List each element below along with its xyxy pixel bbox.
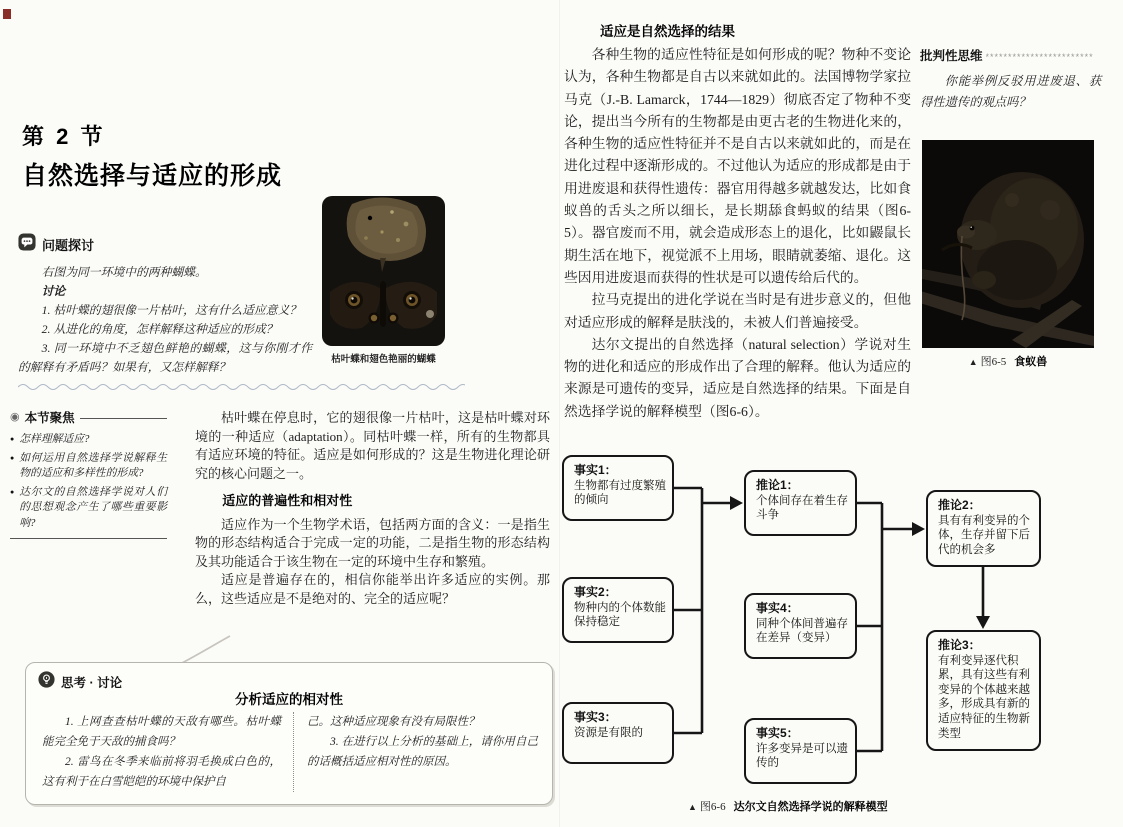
caption-triangle-icon: ▲ (688, 802, 697, 812)
speech-bubble-icon (18, 233, 36, 256)
critical-thinking-note (920, 46, 1101, 112)
caption-triangle-icon: ▲ (968, 357, 978, 367)
focus-item: ● 如何运用自然选择学说解释生物的适应和多样性的形成? (10, 451, 167, 482)
think-column-left (42, 712, 293, 792)
flow-node-inference3: 推论3： 有利变异逐代积累，具有这些有利变异的个体越来越多，形成具有新的适应特征的生物新类型 (926, 630, 1041, 751)
right-main-text (564, 44, 911, 423)
flow-node-fact2: 事实2： 物种内的个体数能保持稳定 (562, 577, 674, 643)
discussion-question: 1. 枯叶蝶的翅很像一片枯叶，这有什么适应意义？ (41, 303, 302, 317)
figure5-caption (922, 353, 1094, 369)
critical-thinking-text: 你能举例反驳用进废退、获得性遗传的观点吗？ (920, 74, 1101, 109)
figure6-name: 达尔文自然选择学说的解释模型 (733, 801, 888, 813)
flow-node-fact5: 事实5： 许多变异是可以遗传的 (744, 718, 857, 784)
body-paragraph: 各种生物的适应性特征是如何形成的呢？物种不变论认为，各种生物都是自古以来就如此的。法国博物学家拉马克（J.-B. Lamarck，1744—1829）彻底否定了物种不变论，提出当今所有的生物都是由更古老的生物进化来的，各种生物的适应性特征并不是自古以来就如此的，而是在进化过程中逐渐形成的。不过他认为适应的形成都是由于用进废退和获得性遗传：器官用得越多就越发达，比如食蚁兽的舌头之所以细长，是长期舔食蚂蚁的结果（图6-5）。器官废而不用，就会造成形态上的退化，比如鼹鼠长期生活在地下，视觉派不上用场，眼睛就萎缩、退化。这些因用进废退而获得的性状是可以遗传给后代的。 (564, 47, 911, 285)
think-discuss-box (25, 662, 553, 805)
discussion-label: 讨论 (41, 284, 66, 298)
flow-node-fact1: 事实1： 生物都有过度繁殖的倾向 (562, 455, 674, 521)
chapter-edge-tab (3, 9, 11, 19)
anteater-photo (922, 140, 1094, 348)
bullet-icon: ● (10, 435, 15, 443)
focus-bottom-rule (10, 538, 167, 539)
critical-thinking-title: 批判性思维 (920, 49, 983, 63)
think-item: 己。这种适应现象有没有局限性？ (306, 716, 480, 728)
subheading: 适应是自然选择的结果 (600, 24, 735, 39)
figure6-label: 图6-6 (699, 801, 726, 813)
problem-intro: 右图为同一环境中的两种蝴蝶。 (41, 265, 207, 279)
focus-header-rule (80, 418, 167, 419)
body-paragraph: 拉马克提出的进化学说在当时是有进步意义的，但他对适应形成的解释是肤浅的，未被人们普遍接受。 (564, 292, 911, 330)
think-item: 3. 在进行以上分析的基础上，请你用自己的话概括适应相对性的原因。 (306, 736, 538, 768)
right-page (560, 0, 1123, 827)
bullet-icon: ● (10, 487, 15, 496)
body-paragraph: 枯叶蝶在停息时，它的翅很像一片枯叶，这是枯叶蝶对环境的一种适应（adaptation）。同枯叶蝶一样，所有的生物都具有适应环境的特征。适应是如何形成的？这是生物进化理论研究的核心问题之一。 (195, 410, 550, 481)
flow-node-fact4: 事实4： 同种个体间普遍存在差异（变异） (744, 593, 857, 659)
think-item: 1. 上网查查枯叶蝶的天敌有哪些。枯叶蝶能完全免于天敌的捕食吗？ (42, 716, 281, 748)
body-paragraph: 达尔文提出的自然选择（natural selection）学说对生物的进化和适应的形成作出了合理的解释。他认为适应的来源是可遗传的变异，适应是自然选择的结果。下面是自然选择学说的解释模型（图6-6）。 (564, 336, 911, 419)
figure5-name: 食蚁兽 (1014, 356, 1048, 368)
think-box-label: 思考 · 讨论 (61, 676, 123, 690)
butterfly-photo-caption: 枯叶蝶和翅色艳丽的蝴蝶 (331, 354, 436, 365)
problem-box-title: 问题探讨 (42, 238, 95, 253)
body-paragraph: 适应是普遍存在的，相信你能举出许多适应的实例。那么，这些适应是不是绝对的、完全的适应呢？ (195, 572, 550, 606)
focus-box-title: 本节聚焦 (24, 411, 75, 425)
section-focus-box (10, 408, 167, 539)
body-paragraph: 适应作为一个生物学术语，包括两方面的含义：一是指生物的形态结构适合于完成一定的功能，二是指生物的形态结构及其功能适合于该生物在一定的环境中生存和繁殖。 (195, 516, 550, 569)
flow-node-inference2: 推论2： 具有有利变异的个体，生存并留下后代的机会多 (926, 490, 1041, 567)
section-name: 自然选择与适应的形成 (22, 162, 283, 190)
focus-ring-icon: ◉ (10, 410, 20, 423)
wavy-divider (18, 381, 465, 391)
focus-item: ● 怎样理解适应? (10, 432, 167, 448)
section-title (22, 120, 282, 192)
think-column-right (293, 712, 538, 792)
figure6-caption (688, 798, 888, 814)
subheading: 适应的普遍性和相对性 (222, 493, 353, 508)
section-number: 第 2 节 (22, 124, 106, 149)
think-item: 2. 雷鸟在冬季来临前将羽毛换成白色的，这有利于在白雪皑皑的环境中保护自 (42, 756, 281, 788)
discussion-question: 2. 从进化的角度，怎样解释这种适应的形成？ (41, 322, 278, 336)
figure5-label: 图6-5 (980, 356, 1007, 368)
discussion-question: 3. 同一环境中不乏翅色鲜艳的蝴蝶，这与你刚才作的解释有矛盾吗？如果有，又怎样解释？ (18, 341, 312, 374)
flow-node-inference1: 推论1： 个体间存在着生存斗争 (744, 470, 857, 536)
bullet-icon: ● (10, 453, 15, 462)
left-main-text (195, 409, 550, 608)
butterfly-photo (322, 196, 445, 346)
focus-item: ● 达尔文的自然选择学说对人们的思想观念产生了哪些重要影响? (10, 485, 167, 532)
natural-selection-flowchart (560, 445, 1120, 795)
think-box-title: 分析适应的相对性 (235, 692, 343, 707)
flow-node-fact3: 事实3： 资源是有限的 (562, 702, 674, 764)
decorative-stars: ************************ (985, 52, 1094, 62)
